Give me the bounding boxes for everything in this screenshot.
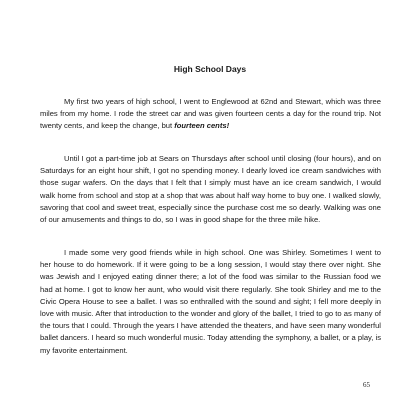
- paragraph-2: [40, 153, 381, 226]
- paragraph-1: [40, 96, 381, 133]
- page-title: High School Days: [173, 64, 247, 74]
- paragraph-3: [40, 247, 381, 357]
- page-number: 65: [363, 381, 370, 389]
- paragraph-1-emphasis: fourteen cents!: [174, 121, 230, 131]
- paragraph-2-text: Until I got a part-time job at Sears on Thursdays after school until closing (four hours), and on Saturdays for an eight hour shift, I got no spending money. I dearly loved ice cream sandwiches with those sugar wafers. On the days that I felt that I simply must have an ice cream sandwich, I would walk home from school and stop at a shop that was about half way home to buy one. I walked slowly, savoring that cool and sweet treat, especially since the purchase cost me so dearly. Walking was one of our amusements and things to do, so I was in good shape for the three mile hike.: [40, 154, 381, 225]
- paragraph-1-text: My first two years of high school, I went to Englewood at 62nd and Stewart, which was three miles from my home. I rode the street car and was given fourteen cents a day for the round trip. Not twenty cents, and keep the change, but: [40, 97, 381, 131]
- paragraph-3-text: I made some very good friends while in high school. One was Shirley. Sometimes I went to her house to do homework. If it were going to be a long session, I would stay there over night. She was Jewish and I enjoyed eating dinner there; a lot of the food was similar to the Russian food we had at home. I got to know her aunt, who would visit there regularly. She took Shirley and me to the Civic Opera House to see a ballet. I was so enthralled with the sound and sight; I fell more deeply in love with music. After that introduction to the wonder and glory of the ballet, I tried to go to as many of the tours that I could. Through the years I have attended the theaters, and have seen many wonderful ballet dancers. I heard so much wonderful music. Today attending the symphony, a ballet, or a play, is my favorite entertainment.: [40, 248, 381, 355]
